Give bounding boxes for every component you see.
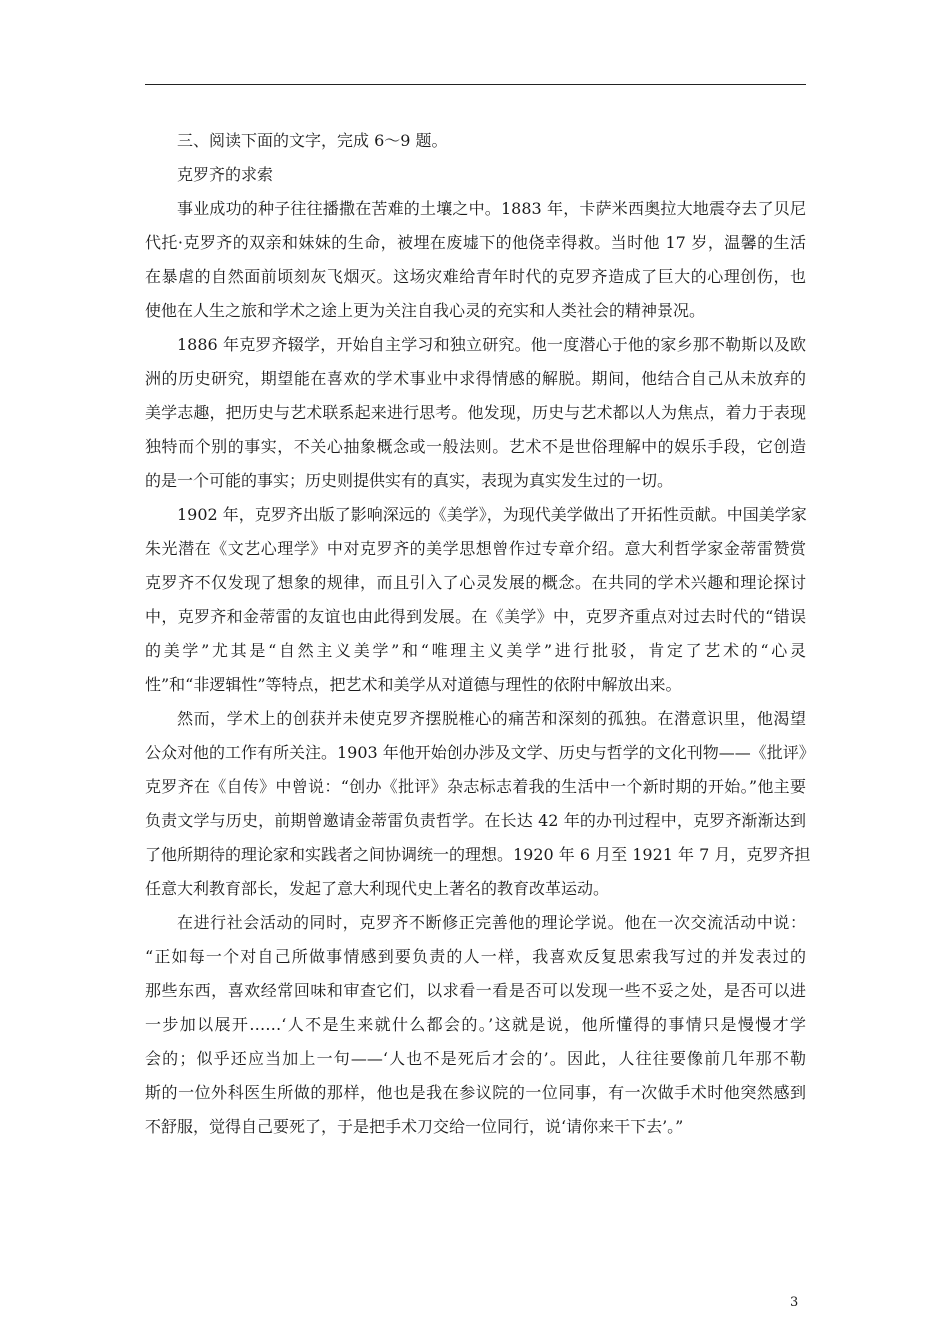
text-line: 性”和“非逻辑性”等特点，把艺术和美学从对道德与理性的依附中解放出来。 [145,675,682,694]
text-line: 洲的历史研究，期望能在喜欢的学术事业中求得情感的解脱。期间，他结合自己从未放弃的 [145,369,806,388]
text-line: 中，克罗齐和金蒂雷的友谊也由此得到发展。在《美学》中，克罗齐重点对过去时代的“错误 [145,607,806,626]
text-line: 在进行社会活动的同时，克罗齐不断修正完善他的理论学说。他在一次交流活动中说： [177,913,806,932]
text-line: 朱光潜在《文艺心理学》中对克罗齐的美学思想曾作过专章介绍。意大利哲学家金蒂雷赞赏 [145,539,806,558]
text-line: 斯的一位外科医生所做的那样，他也是我在参议院的一位同事，有一次做手术时他突然感到 [145,1083,806,1102]
text-line: 一步加以展开……‘人不是生来就什么都会的。’这就是说，他所懂得的事情只是慢慢才学 [145,1015,806,1034]
text-line: 然而，学术上的创获并未使克罗齐摆脱椎心的痛苦和深刻的孤独。在潜意识里，他渴望 [177,709,806,728]
text-line: 那些东西，喜欢经常回味和审查它们，以求看一看是否可以发现一些不妥之处，是否可以进 [145,981,806,1000]
page-number: 3 [790,1295,799,1310]
text-line: 负责文学与历史，前期曾邀请金蒂雷负责哲学。在长达 42 年的办刊过程中，克罗齐渐渐达到 [145,811,806,830]
text-line: 克罗齐在《自传》中曾说：“创办《批评》杂志标志着我的生活中一个新时期的开始。”他主要 [145,777,806,796]
text-line: 会的；似乎还应当加上一句——‘人也不是死后才会的’。因此，人往往要像前几年那不勒 [145,1049,806,1068]
text-line: 的美学”尤其是“自然主义美学”和“唯理主义美学”进行批驳，肯定了艺术的“心灵 [145,641,806,660]
text-line: 的是一个可能的事实；历史则提供实有的真实，表现为真实发生过的一切。 [145,471,674,490]
text-line: 美学志趣，把历史与艺术联系起来进行思考。他发现，历史与艺术都以人为焦点，着力于表现 [145,403,806,422]
text-line: 了他所期待的理论家和实践者之间协调统一的理想。1920 年 6 月至 1921 年 7 月，克罗齐担 [145,845,811,864]
text-line: 独特而个别的事实，不关心抽象概念或一般法则。艺术不是世俗理解中的娱乐手段，它创造 [145,437,806,456]
section-instruction: 三、阅读下面的文字，完成 6～9 题。 [177,131,448,150]
text-line: 使他在人生之旅和学术之途上更为关注自我心灵的充实和人类社会的精神景况。 [145,301,706,320]
text-line: 代托·克罗齐的双亲和妹妹的生命，被埋在废墟下的他侥幸得救。当时他 17 岁，温馨的生活 [145,233,806,252]
header-rule [145,84,806,85]
article-title: 克罗齐的求索 [177,165,274,184]
text-line: 1886 年克罗齐辍学，开始自主学习和独立研究。他一度潜心于他的家乡那不勒斯以及欧 [177,335,806,354]
text-line: 任意大利教育部长，发起了意大利现代史上著名的教育改革运动。 [145,879,610,898]
text-line: 不舒服，觉得自己要死了，于是把手术刀交给一位同行，说‘请你来干下去’。” [145,1117,684,1136]
text-line: 公众对他的工作有所关注。1903 年他开始创办涉及文学、历史与哲学的文化刊物——《批评》 [145,743,815,762]
text-line: 在暴虐的自然面前顷刻灰飞烟灭。这场灾难给青年时代的克罗齐造成了巨大的心理创伤，也 [145,267,806,286]
text-line: “正如每一个对自己所做事情感到要负责的人一样，我喜欢反复思索我写过的并发表过的 [145,947,806,966]
document-body [145,124,815,1144]
text-line: 1902 年，克罗齐出版了影响深远的《美学》，为现代美学做出了开拓性贡献。中国美学家 [177,505,807,524]
text-line: 克罗齐不仅发现了想象的规律，而且引入了心灵发展的概念。在共同的学术兴趣和理论探讨 [145,573,806,592]
text-line: 事业成功的种子往往播撒在苦难的土壤之中。1883 年，卡萨米西奥拉大地震夺去了贝尼 [177,199,806,218]
